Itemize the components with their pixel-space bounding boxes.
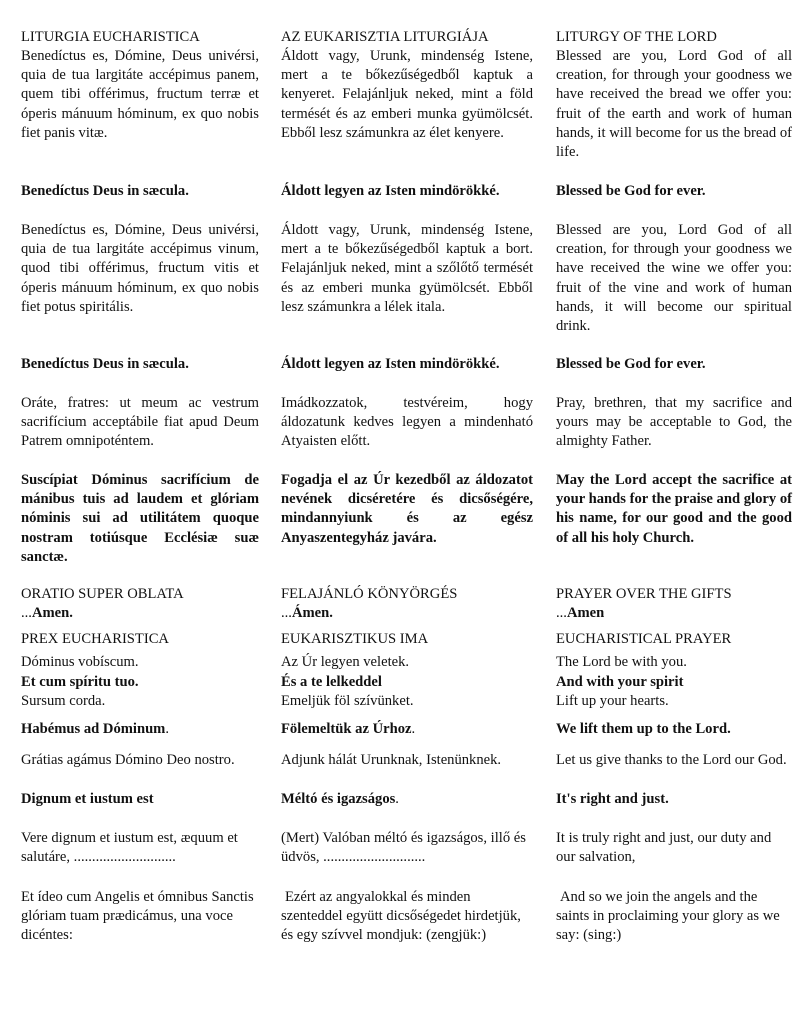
hungarian-et-cum: És a te lelkeddel xyxy=(281,674,382,690)
english-offering-wine: Blessed are you, Lord God of all creation, for through your goodness we have received the wine we offer you: fruit of the vine and work of human hands, it will become our spiritual drink. xyxy=(556,222,792,335)
latin-offering-wine: Benedíctus es, Dómine, Deus univérsi, quia de tua largitáte accépimus vinum, quod tibi offérimus, fructum vitis et óperis mánuum hóminum, ex quo nobis fiet potus spiritális. xyxy=(21,222,259,315)
hungarian-dignum-line xyxy=(281,790,533,809)
latin-amen: Amen. xyxy=(31,605,73,621)
hungarian-heading-oratio: FELAJÁNLÓ KÖNYÖRGÉS xyxy=(281,586,458,602)
hungarian-dignum-end: . xyxy=(395,791,399,807)
english-response-1: Blessed be God for ever. xyxy=(556,183,706,199)
hungarian-amen-prefix: ... xyxy=(281,605,292,621)
english-heading-oratio: PRAYER OVER THE GIFTS xyxy=(556,586,732,602)
english-response-2: Blessed be God for ever. xyxy=(556,356,706,372)
latin-heading-prex: PREX EUCHARISTICA xyxy=(21,631,169,647)
hungarian-gratias: Adjunk hálát Urunknak, Istenünknek. xyxy=(281,752,502,768)
hungarian-habemus: Fölemeltük az Úrhoz xyxy=(281,721,412,737)
english-amen-prefix: ... xyxy=(556,605,567,621)
latin-heading-liturgy: LITURGIA EUCHARISTICA xyxy=(21,29,200,45)
latin-et-ideo: Et ídeo cum Angelis et ómnibus Sanctis glóriam tuam prædicámus, una voce dicéntes: xyxy=(21,889,254,944)
latin-response-1: Benedíctus Deus in sæcula. xyxy=(21,183,189,199)
english-suscipiat: May the Lord accept the sacrifice at your hands for the praise and glory of his name, for our good and the good of all his holy Church. xyxy=(556,472,792,546)
hungarian-offering-wine: Áldott vagy, Urunk, mindenség Istene, mert a te bőkezűségedből kaptuk a bort. Felajánljuk neked, mint a szőlőtő termését és az emberi munka gyümölcsét. Ebből lesz számunkra a lélek itala. xyxy=(281,222,533,315)
latin-offering-bread: Benedíctus es, Dómine, Deus univérsi, quia de tua largitáte accépimus panem, quem tibi offérimus, fructum terræ et óperis mánuum hóminum, ex quo nobis fiet panis vitæ. xyxy=(21,48,259,141)
latin-amen-line xyxy=(21,604,259,623)
latin-habemus: Habémus ad Dóminum xyxy=(21,721,166,737)
english-heading-prex: EUCHARISTICAL PRAYER xyxy=(556,631,732,647)
latin-vere-dignum: Vere dignum et iustum est, æquum et salutáre, ............................ xyxy=(21,830,238,866)
hungarian-dignum: Méltó és igazságos xyxy=(281,791,396,807)
hungarian-heading-prex: EUKARISZTIKUS IMA xyxy=(281,631,429,647)
hungarian-orate-fratres: Imádkozzatok, testvéreim, hogy áldozatunk kedves legyen a mindenható Atyaisten előtt. xyxy=(281,395,533,450)
hungarian-habemus-line xyxy=(281,720,533,739)
english-et-ideo: And so we join the angels and the saints in proclaiming your glory as we say: (sing:) xyxy=(556,889,780,944)
hungarian-sursum: Emeljük föl szívünket. xyxy=(281,693,414,709)
latin-et-cum: Et cum spíritu tuo. xyxy=(21,674,139,690)
latin-suscipiat: Suscípiat Dóminus sacrifícium de mánibus tuis ad laudem et glóriam nóminis sui ad utilitátem quoque nostram totiúsque Ecclésiæ suæ sanctæ. xyxy=(21,472,259,565)
english-sursum: Lift up your hearts. xyxy=(556,693,669,709)
latin-orate-fratres: Oráte, fratres: ut meum ac vestrum sacrifícium acceptábile fiat apud Deum Patrem omnipoténtem. xyxy=(21,395,259,450)
hungarian-amen-line xyxy=(281,604,533,623)
hungarian-suscipiat: Fogadja el az Úr kezedből az áldozatot nevének dicséretére és dicsőségére, mindannyiunk és az egész Anyaszentegyház javára. xyxy=(281,472,533,546)
hungarian-vere-dignum: (Mert) Valóban méltó és igazságos, illő és üdvös, ............................ xyxy=(281,830,526,866)
latin-habemus-end: . xyxy=(165,721,169,737)
hungarian-heading-liturgy: AZ EUKARISZTIA LITURGIÁJA xyxy=(281,29,489,45)
hungarian-offering-bread: Áldott vagy, Urunk, mindenség Istene, mert a te bőkezűségedből kaptuk a kenyeret. Felajánljuk neked, mint a föld termését és az emberi munka gyümölcsét. Ebből lesz számunkra az élet kenyere. xyxy=(281,48,533,141)
english-amen: Amen xyxy=(566,605,605,621)
hungarian-dominus-vobiscum: Az Úr legyen veletek. xyxy=(281,654,410,670)
latin-response-2: Benedíctus Deus in sæcula. xyxy=(21,356,189,372)
latin-sursum: Sursum corda. xyxy=(21,693,106,709)
english-vere-dignum: It is truly right and just, our duty and our salvation, xyxy=(556,830,772,866)
english-et-cum: And with your spirit xyxy=(556,674,684,690)
hungarian-response-2: Áldott legyen az Isten mindörökké. xyxy=(281,356,500,372)
hungarian-amen: Ámen. xyxy=(291,605,333,621)
english-orate-fratres: Pray, brethren, that my sacrifice and yours may be acceptable to God, the almighty Father. xyxy=(556,395,792,450)
latin-heading-oratio: ORATIO SUPER OBLATA xyxy=(21,586,184,602)
hungarian-et-ideo: Ezért az angyalokkal és minden szenteddel együtt dicsőségedet hirdetjük, és egy szívvel mondjuk: (zengjük:) xyxy=(281,889,521,944)
english-dignum: It's right and just. xyxy=(556,791,669,807)
latin-dignum: Dignum et iustum est xyxy=(21,791,154,807)
latin-dominus-vobiscum: Dóminus vobíscum. xyxy=(21,654,139,670)
english-dominus-vobiscum: The Lord be with you. xyxy=(556,654,687,670)
english-gratias: Let us give thanks to the Lord our God. xyxy=(556,752,787,768)
english-habemus: We lift them up to the Lord. xyxy=(556,721,731,737)
english-heading-liturgy: LITURGY OF THE LORD xyxy=(556,29,717,45)
english-offering-bread: Blessed are you, Lord God of all creation, for through your goodness we have received the bread we offer you: fruit of the earth and work of human hands, it will become for us the bread of life. xyxy=(556,48,792,161)
hungarian-response-1: Áldott legyen az Isten mindörökké. xyxy=(281,183,500,199)
latin-amen-prefix: ... xyxy=(21,605,32,621)
hungarian-habemus-end: . xyxy=(411,721,416,737)
english-amen-line xyxy=(556,604,792,623)
latin-habemus-line xyxy=(21,720,259,739)
latin-gratias: Grátias agámus Dómino Deo nostro. xyxy=(21,752,235,768)
